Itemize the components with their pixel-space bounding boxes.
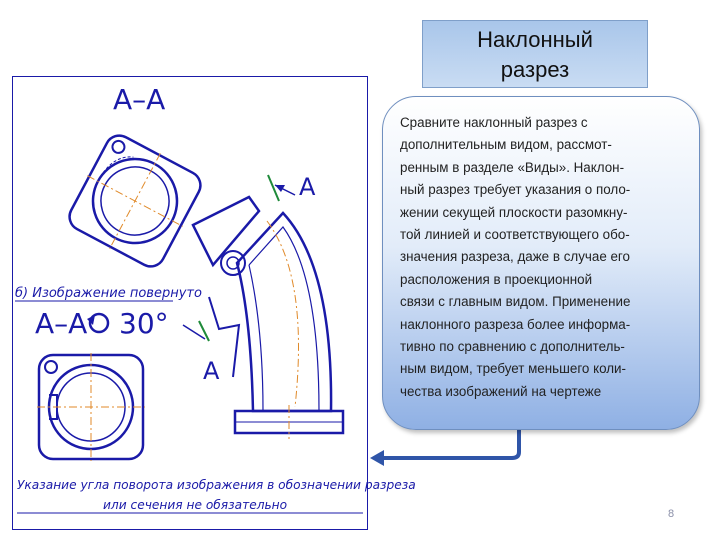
footer-line-1: Указание угла поворота изображения в обозначении разреза bbox=[17, 478, 416, 492]
cut-label-lower: А bbox=[203, 357, 220, 385]
rotated-caption: б) Изображение повернуто bbox=[15, 286, 202, 301]
note-line: Сравните наклонный разрез с bbox=[400, 115, 588, 130]
note-line: тивно по сравнению с дополнитель- bbox=[400, 339, 625, 355]
note-line: дополнительным видом, рассмот- bbox=[400, 137, 612, 153]
rotated-label: А–А bbox=[35, 307, 88, 340]
note-text bbox=[400, 112, 690, 403]
note-line: ренным в разделе «Виды». Наклон- bbox=[400, 159, 625, 175]
note-line: ный разрез требует указания о поло- bbox=[400, 182, 631, 198]
note-line: жении секущей плоскости разомкну- bbox=[400, 204, 628, 220]
page-number: 8 bbox=[668, 508, 675, 520]
section-label-top: А–А bbox=[113, 83, 166, 116]
note-line: связи с главным видом. Применение bbox=[400, 294, 631, 310]
cut-label-upper: А bbox=[299, 173, 316, 201]
rotated-angle: 30° bbox=[119, 307, 169, 340]
footer-line-2: или сечения не обязательно bbox=[103, 498, 288, 512]
note-line: той линией и соответствующего обо- bbox=[400, 227, 630, 243]
note-line: значения разреза, даже в случае его bbox=[400, 249, 630, 265]
title-line-2: разрез bbox=[500, 57, 570, 82]
note-line: ным видом, требует меньшего коли- bbox=[400, 361, 626, 377]
note-line: расположения в проекционной bbox=[400, 271, 593, 287]
note-line: чества изображений на чертеже bbox=[400, 383, 602, 399]
title-line-1: Наклонный bbox=[477, 27, 593, 52]
note-line: наклонного разреза более информа- bbox=[400, 316, 631, 332]
